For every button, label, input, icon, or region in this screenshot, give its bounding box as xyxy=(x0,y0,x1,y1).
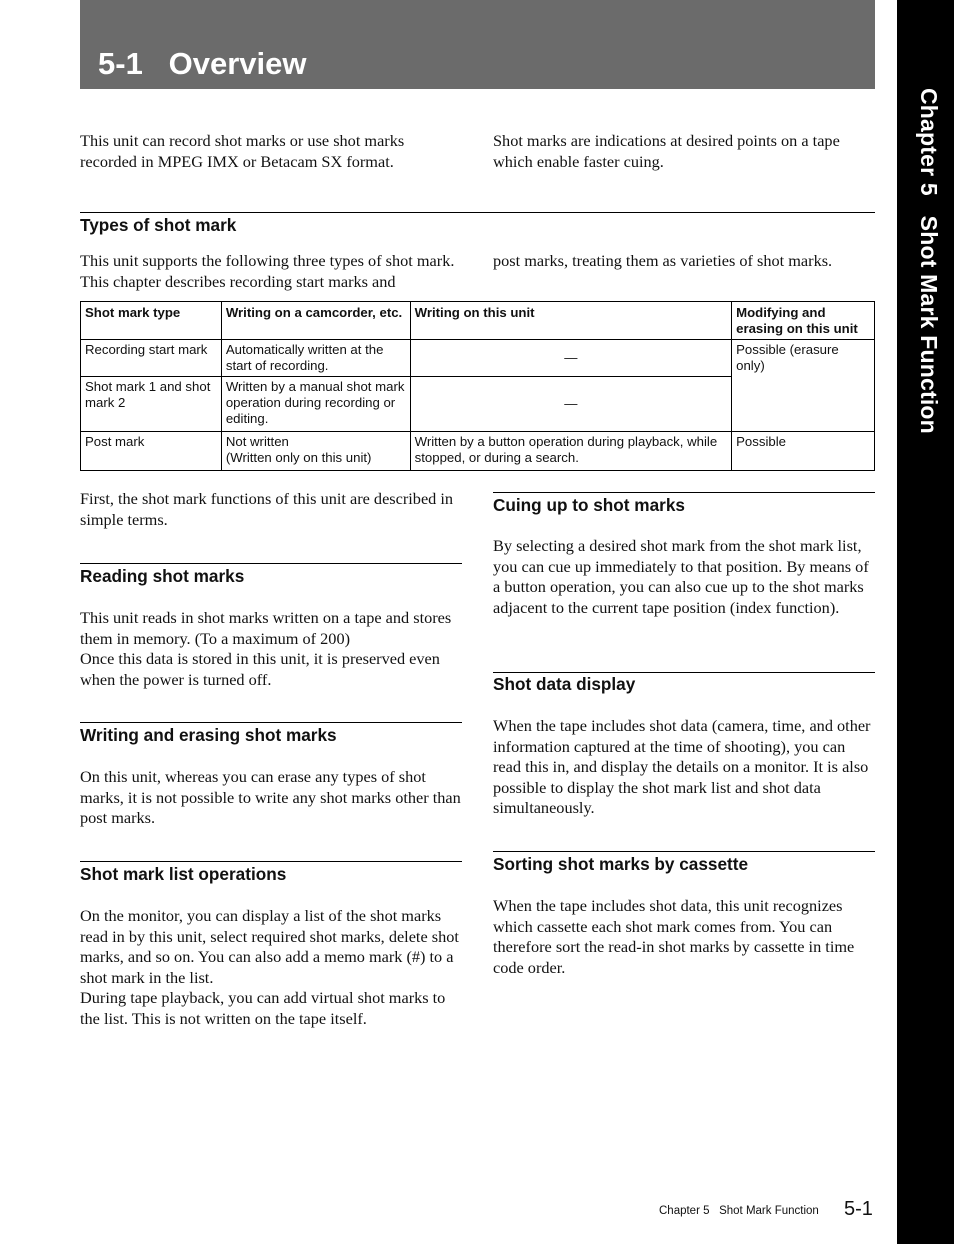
table-cell: Written by a manual shot mark operation during recording or editing. xyxy=(221,377,410,432)
section-rule xyxy=(80,722,462,723)
section-text-cuing: By selecting a desired shot mark from the shot mark list, you can cue up immediately to that position. By means of a button operation, you can also cue up to the shot marks adjacent to the current tape position (index function). xyxy=(493,536,869,617)
footer-chapter: Chapter 5 Shot Mark Function xyxy=(659,1205,819,1217)
table-row xyxy=(81,340,875,377)
table-row xyxy=(81,432,875,471)
types-heading: Types of shot mark xyxy=(80,215,237,235)
intro-left: This unit can record shot marks or use shot marks recorded in MPEG IMX or Betacam SX format. xyxy=(80,131,405,171)
table-header: Shot mark type xyxy=(81,302,222,340)
shot-mark-types-table xyxy=(80,301,875,471)
table-cell: Automatically written at the start of recording. xyxy=(221,340,410,377)
table-cell: Post mark xyxy=(81,432,222,471)
table-header: Writing on a camcorder, etc. xyxy=(221,302,410,340)
section-heading-writing: Writing and erasing shot marks xyxy=(80,725,337,745)
table-cell: Not written (Written only on this unit) xyxy=(221,432,410,471)
types-rule xyxy=(80,212,875,213)
chapter-side-tab-label: Chapter 5 Shot Mark Function xyxy=(916,88,942,434)
table-cell: Shot mark 1 and shot mark 2 xyxy=(81,377,222,432)
section-rule xyxy=(493,492,875,493)
table-header: Writing on this unit xyxy=(410,302,731,340)
table-cell: — xyxy=(410,377,731,432)
section-text-list: On the monitor, you can display a list of the shot marks read in by this unit, select required shot marks, delete shot marks, and so on. You can also add a memo mark (#) to a shot mark in the list. During tape playback, you can add virtual shot marks to the list. This is not written on the tape itself. xyxy=(80,906,459,1028)
table-header-row xyxy=(81,302,875,340)
table-cell: Possible xyxy=(732,432,875,471)
types-text-left: This unit supports the following three types of shot mark. This chapter describes recording start marks and xyxy=(80,251,455,291)
section-text-writing: On this unit, whereas you can erase any types of shot marks, it is not possible to write any shot marks other than post marks. xyxy=(80,767,461,827)
section-text-sorting: When the tape includes shot data, this unit recognizes which cassette each shot mark comes from. You can therefore sort the read-in shot marks by cassette in time code order. xyxy=(493,896,855,977)
page-title: 5-1 Overview xyxy=(98,46,307,81)
section-rule xyxy=(80,861,462,862)
section-rule xyxy=(80,563,462,564)
table-header: Modifying and erasing on this unit xyxy=(732,302,875,340)
section-text-reading: This unit reads in shot marks written on a tape and stores them in memory. (To a maximum of 200) Once this data is stored in this unit, it is preserved even when the power is turned off. xyxy=(80,608,452,689)
section-heading-reading: Reading shot marks xyxy=(80,566,245,586)
first-text: First, the shot mark functions of this unit are described in simple terms. xyxy=(80,489,454,529)
footer-page-number: 5-1 xyxy=(844,1198,873,1220)
section-heading-shot-data: Shot data display xyxy=(493,674,636,694)
chapter-side-tab xyxy=(897,0,954,1244)
table-cell: Written by a button operation during playback, while stopped, or during a search. xyxy=(410,432,731,471)
table-cell: — xyxy=(410,340,731,377)
table-cell: Recording start mark xyxy=(81,340,222,377)
intro-right: Shot marks are indications at desired points on a tape which enable faster cuing. xyxy=(493,131,840,171)
types-text-right: post marks, treating them as varieties of shot marks. xyxy=(493,251,833,270)
section-heading-cuing: Cuing up to shot marks xyxy=(493,495,685,515)
section-text-shot-data: When the tape includes shot data (camera, time, and other information captured at the time of shooting), you can read this in, and display the details on a monitor. It is also possible to display the shot mark list and shot data simultaneously. xyxy=(493,716,871,817)
section-heading-list: Shot mark list operations xyxy=(80,864,287,884)
section-rule xyxy=(493,851,875,852)
table-cell: Possible (erasure only) xyxy=(732,340,875,432)
section-heading-sorting: Sorting shot marks by cassette xyxy=(493,854,749,874)
